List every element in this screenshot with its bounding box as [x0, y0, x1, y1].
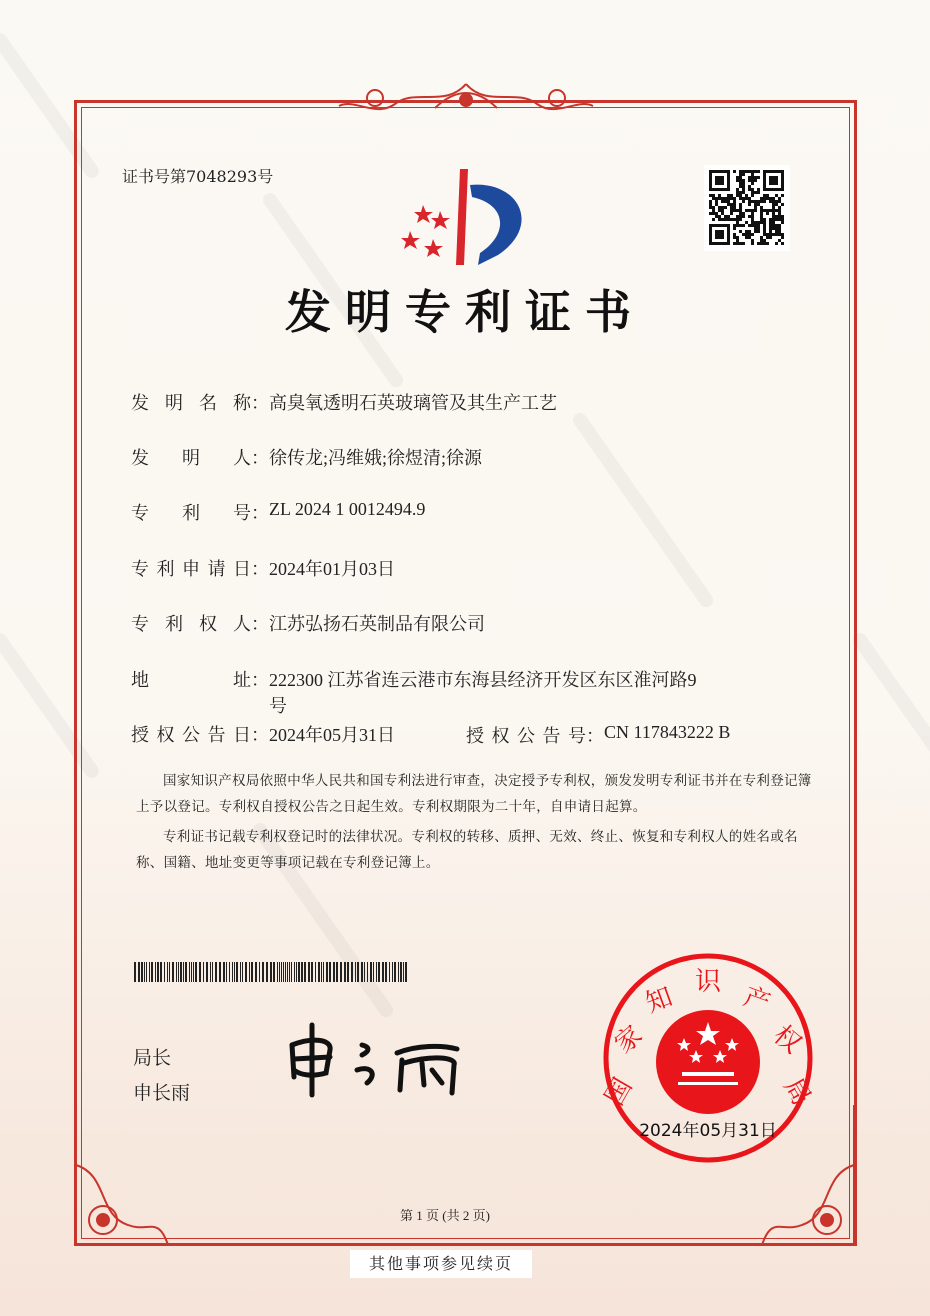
value-line: ZL 2024 1 0012494.9 [269, 499, 426, 519]
value-line: 高臭氧透明石英玻璃管及其生产工艺 [269, 393, 557, 413]
label-char: 权 [156, 725, 175, 746]
label-char: 日 [233, 559, 251, 580]
barcode [134, 962, 412, 984]
svg-text:识: 识 [694, 967, 722, 997]
colon: ： [251, 393, 269, 414]
official-seal [600, 950, 816, 1166]
seal-date: 2024年05月31日 [639, 1121, 777, 1141]
field-row [131, 666, 697, 718]
field-row [131, 444, 482, 470]
paragraph: 专利证书记载专利权登记时的法律状况。专利权的转移、质押、无效、终止、恢复和专利权人的姓名或名称、国籍、地址变更等事项记载在专利登记簿上。 [136, 829, 798, 871]
label-char: 人 [233, 448, 251, 469]
label-char: 名 [199, 393, 217, 414]
colon: ： [251, 725, 269, 746]
label-char: 请 [207, 559, 226, 580]
svg-text:局: 局 [777, 1073, 816, 1111]
svg-text:权: 权 [767, 1020, 807, 1060]
field-value [269, 444, 482, 470]
ornament-bottom-left [68, 1105, 178, 1250]
label-char: 地 [131, 670, 149, 691]
field-value [269, 499, 425, 525]
colon: ： [251, 614, 269, 635]
announcement-number-row [466, 722, 730, 748]
signature [282, 1015, 482, 1100]
field-row [131, 610, 485, 636]
label-char: 址 [233, 670, 251, 691]
field-label [131, 721, 251, 747]
field-label [131, 610, 251, 636]
ornament-top [335, 78, 597, 120]
label-char: 利 [165, 614, 183, 635]
value-line: 号 [269, 696, 287, 716]
label-char: 称 [233, 393, 251, 414]
svg-text:产: 产 [739, 981, 775, 1020]
colon: ： [251, 559, 269, 580]
label-char: 专 [131, 559, 149, 580]
field-label [466, 722, 586, 748]
legal-text [136, 768, 816, 876]
label-char: 号 [568, 726, 586, 747]
continuation-note: 其他事项参见续页 [350, 1250, 532, 1278]
label-char: 公 [517, 726, 535, 747]
signatory-title: 局长 [133, 1047, 172, 1069]
qr-code [704, 165, 790, 251]
signatory-name: 申长雨 [133, 1082, 191, 1104]
field-row [131, 721, 395, 747]
label-char: 申 [182, 559, 200, 580]
field-label [131, 389, 251, 415]
page-indicator: 第 1 页 (共 2 页) [400, 1208, 490, 1223]
label-char: 利 [182, 503, 200, 524]
field-label [131, 499, 251, 525]
field-value [269, 721, 395, 747]
value-line: 江苏弘扬石英制品有限公司 [269, 614, 485, 634]
field-value [269, 555, 395, 581]
value-line: 2024年01月03日 [269, 559, 395, 579]
field-row [131, 555, 395, 581]
label-char: 公 [182, 725, 200, 746]
label-char: 告 [542, 726, 561, 747]
document-title: 发明专利证书 [285, 285, 645, 339]
label-char: 权 [491, 726, 510, 747]
colon: ： [251, 670, 269, 691]
announcement-number: CN 117843222 B [604, 722, 731, 742]
value-line: 222300 江苏省连云港市东海县经济开发区东区淮河路9 [269, 670, 697, 690]
paragraph: 国家知识产权局依照中华人民共和国专利法进行审查，决定授予专利权，颁发发明专利证书并在专利登记簿上予以登记。专利权自授权公告之日起生效。专利权期限为二十年，自申请日起算。 [136, 773, 812, 815]
label-char: 日 [233, 725, 251, 746]
label-char: 利 [156, 559, 175, 580]
label-char: 明 [165, 393, 183, 414]
label-char: 授 [466, 726, 484, 747]
svg-text:家: 家 [609, 1020, 649, 1060]
field-row [131, 499, 425, 525]
field-value [269, 610, 485, 636]
field-label [131, 555, 251, 581]
label-char: 专 [131, 614, 149, 635]
svg-text:国: 国 [600, 1073, 639, 1111]
value-line: 2024年05月31日 [269, 725, 395, 745]
colon: ： [586, 726, 604, 747]
field-label [131, 444, 251, 470]
label-char: 告 [207, 725, 226, 746]
cnipa-logo [398, 165, 538, 275]
certificate-number: 证书号第7048293号 [122, 167, 274, 186]
label-char: 人 [233, 614, 251, 635]
label-char: 专 [131, 503, 149, 524]
colon: ： [251, 503, 269, 524]
label-char: 权 [199, 614, 217, 635]
svg-text:知: 知 [641, 981, 677, 1020]
colon: ： [251, 448, 269, 469]
field-row [131, 389, 557, 415]
label-char: 明 [182, 448, 200, 469]
label-char: 发 [131, 448, 149, 469]
label-char: 授 [131, 725, 149, 746]
field-value [269, 389, 557, 415]
value-line: 徐传龙;冯维娥;徐煜清;徐源 [269, 448, 483, 468]
field-label [131, 666, 251, 718]
label-char: 号 [233, 503, 251, 524]
field-value [269, 666, 697, 718]
label-char: 发 [131, 393, 149, 414]
